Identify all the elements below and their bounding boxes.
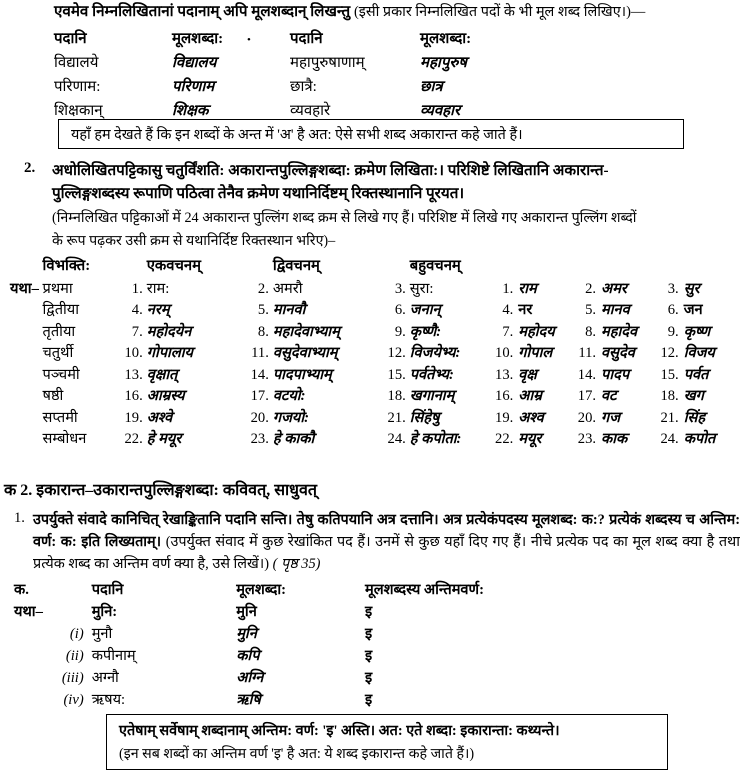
top-header-padani-2: पदानि [290, 31, 323, 47]
declension-vibhakti: पञ्चमी [42, 366, 80, 383]
declension-bahu-value[interactable]: कृष्णै: [409, 323, 442, 340]
declension-eka-value[interactable]: महोदयेन [146, 323, 192, 340]
table-row [14, 645, 484, 667]
declension-dvi-num: 2. [257, 280, 269, 297]
declension-eka-num: 10. [124, 345, 143, 361]
declension-bahu-value[interactable]: सिंहेषु [409, 409, 440, 426]
declension-vibhakti: सप्तमी [42, 409, 78, 426]
lower-header-antimvarna: मूलशब्दस्य अन्तिमवर्ण: [365, 582, 484, 598]
root-header-num-3 [659, 256, 684, 279]
root-header-num-1 [493, 256, 518, 279]
declension-eka-value[interactable]: अश्वे [146, 409, 173, 426]
declension-header-vibhakti: विभक्ति: [42, 258, 91, 274]
lower-header-spacer [44, 579, 92, 601]
declension-eka-num: 22. [124, 431, 143, 447]
declension-bahu-num: 3. [394, 280, 406, 297]
lower-root: मुनि [236, 604, 257, 620]
question-1-sanskrit-part1: उपर्युक्ते संवादे कानिचित् रेखाङ्कितानि पदानि सन्ति। तेषु कतिपयानि अत्र दत्तानि। अत्र प्रत्येकंपदस्य मूलशब्द: क:? [33, 512, 605, 528]
lower-root[interactable]: मुनि [236, 626, 257, 642]
lower-row-marker: (iii) [61, 670, 84, 686]
root-num: 18. [660, 388, 679, 404]
declension-dvi-num: 14. [250, 366, 269, 383]
declension-bahu-num: 9. [394, 323, 406, 340]
root-word: पर्वत [683, 366, 709, 383]
declension-header-num-bahu [385, 256, 410, 279]
table-row [14, 601, 484, 623]
table-row [10, 408, 740, 430]
declension-bahu-num: 15. [387, 366, 406, 383]
table-row [14, 667, 484, 689]
root-word: नर [518, 302, 533, 318]
lower-varna: इ [365, 604, 373, 620]
lower-pada: मुनौ [91, 626, 113, 642]
lower-row-marker: (iv) [63, 692, 84, 708]
root-header-num-2 [576, 256, 601, 279]
root-num: 21. [660, 409, 679, 426]
declension-eka-num: 19. [124, 409, 143, 426]
root-word: आम्र [518, 388, 542, 404]
lower-yatha-spacer [14, 689, 44, 711]
root-header-word-2 [601, 256, 658, 279]
declension-vibhakti: प्रथमा [42, 280, 73, 297]
declension-dvi-num: 20. [250, 409, 269, 426]
declension-dvi-value[interactable]: महादेवाभ्याम् [272, 323, 340, 340]
root-header-word-1 [518, 256, 576, 279]
root-num: 8. [585, 323, 597, 340]
yatha-spacer [10, 408, 43, 430]
lower-header-ka: क. [14, 582, 29, 598]
declension-dvi-value[interactable]: हे काकौ [272, 431, 315, 447]
declension-table [10, 256, 740, 451]
top-header-padani-1: पदानि [54, 31, 87, 47]
lower-row-marker [44, 601, 92, 623]
declension-dvi-value[interactable]: गजयो: [272, 409, 310, 426]
root-num: 11. [578, 345, 597, 361]
root-num: 20. [577, 409, 597, 426]
top-cell-root: महापुरुष [420, 55, 467, 71]
root-word: सिंह [683, 409, 706, 426]
table-row [54, 52, 524, 76]
top-word-table [54, 28, 524, 124]
table-row [10, 279, 740, 301]
declension-vibhakti: द्वितीया [42, 302, 80, 318]
top-cell-pada: व्यवहारे [290, 103, 331, 119]
declension-vibhakti: चतुर्थी [42, 345, 74, 361]
lower-table-header-row [14, 579, 484, 601]
question-2-hindi-line2: के रूप पढ़कर उसी क्रम से यथानिर्दिष्ट रिक्तस्थान भरिए)– [52, 233, 336, 249]
table-row [54, 76, 524, 100]
lower-row-marker: (i) [69, 626, 84, 642]
root-word: काक [601, 431, 628, 447]
declension-eka-value[interactable]: गोपालाय [146, 345, 193, 361]
yatha-spacer [10, 322, 43, 344]
root-num: 3. [667, 280, 679, 297]
top-cell-root: व्यवहार [420, 103, 461, 119]
declension-eka-value[interactable]: राम: [146, 280, 170, 297]
root-num: 16. [495, 388, 514, 404]
question-2-sanskrit [52, 159, 740, 205]
bullet-dot-marker: • [247, 34, 251, 46]
declension-bahu-value[interactable]: सुरा: [409, 280, 434, 297]
root-word: महोदय [518, 323, 555, 340]
yatha-spacer [10, 386, 43, 408]
declension-bahu-num: 24. [387, 431, 406, 447]
root-num: 7. [502, 323, 514, 340]
top-header-mulshabda-2: मूलशब्दा: [420, 31, 472, 47]
root-num: 22. [495, 431, 514, 447]
lower-yatha-spacer [14, 645, 44, 667]
lower-varna[interactable]: इ [365, 648, 373, 664]
lower-pada: कपीनाम् [91, 648, 136, 664]
declension-bahu-num: 21. [387, 409, 406, 426]
question-1-sanskrit-part2: प्रत्येकं शब्दस्य च अन्तिम: वर्ण: क: इति लिख्यताम्। [33, 512, 740, 550]
root-num: 2. [585, 280, 597, 297]
lower-row-marker: (ii) [65, 648, 84, 664]
top-cell-pada: महापुरुषाणाम् [290, 55, 365, 71]
declension-eka-value[interactable]: हे मयूर [146, 431, 182, 447]
lower-root[interactable]: अग्नि [236, 670, 264, 686]
lower-pada: मुनि: [91, 604, 118, 620]
root-num: 1. [502, 280, 514, 297]
root-word: कृष्ण [683, 323, 711, 340]
root-num: 23. [577, 431, 597, 447]
note-box-ikarant [106, 714, 668, 770]
declension-eka-num: 13. [124, 366, 143, 383]
declension-vibhakti: सम्बोधन [42, 431, 87, 447]
question-2-number: 2. [24, 160, 36, 176]
lower-root[interactable]: कपि [236, 648, 260, 664]
lower-header-mulshabda: मूलशब्दा: [236, 582, 286, 598]
yatha-spacer [10, 343, 43, 365]
table-row [10, 365, 740, 387]
top-cell-pada: विद्यालये [54, 55, 99, 71]
root-word: पादप [601, 366, 630, 383]
declension-eka-value[interactable]: आम्रस्य [146, 388, 185, 404]
declension-header-num-dvi [247, 256, 273, 279]
top-cell-root: विद्यालय [172, 55, 217, 71]
root-word: विजय [683, 345, 715, 361]
declension-dvi-num: 5. [257, 302, 269, 318]
root-num: 4. [502, 302, 514, 318]
table-row [10, 343, 740, 365]
root-word: राम [518, 280, 537, 297]
lower-varna[interactable]: इ [365, 692, 373, 708]
note-box-ikarant-sanskrit: एतेषाम् सर्वेषाम् शब्दानाम् अन्तिम: वर्ण: 'इ' अस्ति। अत: एते शब्दा: इकारान्ता: कथ्यन्ते। [119, 723, 560, 739]
root-word: कपोत [683, 431, 716, 447]
root-num: 17. [577, 388, 597, 404]
question-1-body [33, 509, 740, 575]
declension-vibhakti: तृतीया [42, 323, 76, 340]
yatha-spacer [10, 300, 43, 322]
page-reference: ( पृष्ठ 35) [272, 556, 321, 572]
declension-corner-cell [10, 256, 43, 279]
root-num: 19. [495, 409, 514, 426]
root-word: मयूर [518, 431, 542, 447]
root-word: वट [601, 388, 617, 404]
question-1-number: 1. [14, 510, 25, 526]
declension-eka-value[interactable]: नरम् [146, 302, 170, 318]
declension-eka-num: 1. [131, 280, 143, 297]
intro-sanskrit-text: एवमेव निम्नलिखितानां पदानाम् अपि मूलशब्दान् लिखन्तु [54, 3, 351, 20]
declension-header-bahuvachanam: बहुवचनम् [409, 258, 461, 274]
yatha-spacer [10, 429, 43, 451]
declension-header-row [10, 256, 740, 279]
lower-yatha-spacer [14, 623, 44, 645]
question-2-sanskrit-line1: अधोलिखितपट्टिकासु चतुर्विंशति: अकारान्तपुल्लिङ्गशब्दा: क्रमेण लिखिता:। परिशिष्टे लिखितानि अकारान्त- [52, 162, 609, 179]
declension-dvi-value[interactable]: मानवौ [272, 302, 306, 318]
declension-eka-num: 4. [131, 302, 143, 318]
root-word: वसुदेव [601, 345, 635, 361]
declension-eka-num: 16. [124, 388, 143, 404]
root-word: अश्व [518, 409, 544, 426]
top-cell-pada: छात्रै: [290, 79, 317, 95]
declension-dvi-num: 8. [257, 323, 269, 340]
root-num: 15. [660, 366, 679, 383]
table-row [10, 300, 740, 322]
root-num: 9. [667, 323, 679, 340]
lower-yatha-label: यथा– [14, 604, 43, 620]
note-box-akarant [58, 119, 684, 149]
declension-dvi-num: 11. [251, 345, 269, 361]
declension-bahu-num: 18. [387, 388, 406, 404]
intro-instruction-line [54, 2, 740, 22]
declension-dvi-value[interactable]: वसुदेवाभ्याम् [272, 345, 338, 361]
lower-pada: ऋषय: [91, 692, 126, 708]
question-2-hindi [52, 207, 740, 253]
root-word: खग [683, 388, 704, 404]
lower-pada: अग्नौ [91, 670, 119, 686]
root-word: सुर [683, 280, 700, 297]
root-num: 5. [585, 302, 597, 318]
declension-dvi-num: 23. [250, 431, 269, 447]
top-cell-pada: शिक्षकान् [54, 103, 103, 119]
root-word: अमर [601, 280, 627, 297]
declension-bahu-value[interactable]: जनान् [409, 302, 441, 318]
section-ka2-heading: क 2. इकारान्त–उकारान्तपुल्लिङ्गशब्दा: कविवत्, साधुवत् [4, 482, 318, 499]
root-word: जन [683, 302, 703, 318]
root-word: गोपाल [518, 345, 553, 361]
declension-dvi-value[interactable]: पादपाभ्याम् [272, 366, 332, 383]
lower-word-table [14, 579, 484, 711]
root-num: 12. [660, 345, 679, 361]
root-num: 14. [577, 366, 597, 383]
table-row [10, 386, 740, 408]
declension-header-ekavachanam: एकवचनम् [146, 258, 201, 274]
declension-bahu-num: 12. [387, 345, 406, 361]
declension-header-dvivachanam: द्विवचनम् [272, 258, 320, 274]
declension-vibhakti: षष्ठी [42, 388, 64, 404]
yatha-spacer [10, 365, 43, 387]
lower-varna[interactable]: इ [365, 670, 373, 686]
intro-hindi-text: (इसी प्रकार निम्नलिखित पदों के भी मूल शब्द लिखिए।)— [354, 4, 646, 20]
table-row [14, 689, 484, 711]
declension-dvi-value[interactable]: अमरौ [272, 280, 303, 297]
yatha-label: यथा– [10, 280, 39, 297]
root-num: 13. [495, 366, 514, 383]
root-num: 10. [495, 345, 514, 361]
declension-dvi-num: 17. [250, 388, 269, 404]
top-table-header-row [54, 28, 524, 52]
declension-bahu-value[interactable]: खगानाम् [409, 388, 455, 404]
declension-bahu-value[interactable]: पर्वतेभ्य: [409, 366, 454, 383]
lower-header-padani: पदानि [91, 582, 124, 598]
top-header-mulshabda-1: मूलशब्दा: [172, 31, 224, 47]
top-cell-root: परिणाम [172, 79, 215, 95]
root-word: मानव [601, 302, 630, 318]
lower-yatha-spacer [14, 667, 44, 689]
declension-dvi-value[interactable]: वटयो: [272, 388, 306, 404]
question-2-sanskrit-line2: पुल्लिङ्गशब्दस्य रूपाणि पठित्वा तेनैव क्रमेण यथानिर्दिष्टम् रिक्तस्थानानि पूरयत। [52, 185, 465, 202]
declension-bahu-value[interactable]: हे कपोता: [409, 431, 462, 447]
root-num: 24. [660, 431, 679, 447]
note-box-akarant-text: यहाँ हम देखते हैं कि इन शब्दों के अन्त में 'अ' है अत: ऐसे सभी शब्द अकारान्त कहे जाते हैं। [71, 126, 523, 143]
root-word: गज [601, 409, 621, 426]
note-box-ikarant-hindi: (इन सब शब्दों का अन्तिम वर्ण 'इ' है अत: ये शब्द इकारान्त कहे जाते हैं।) [119, 746, 475, 762]
table-row [14, 623, 484, 645]
lower-root[interactable]: ऋषि [236, 692, 261, 708]
declension-eka-num: 7. [131, 323, 143, 340]
lower-varna[interactable]: इ [365, 626, 373, 642]
root-header-word-3 [684, 256, 740, 279]
declension-eka-value[interactable]: वृक्षात् [146, 366, 178, 383]
top-cell-pada: परिणाम: [54, 79, 101, 95]
root-num: 6. [667, 302, 679, 318]
declension-bahu-value[interactable]: विजयेभ्य: [409, 345, 461, 361]
declension-bahu-num: 6. [394, 302, 406, 318]
top-cell-root: छात्र [420, 79, 443, 95]
question-2-hindi-line1: (निम्नलिखित पट्टिकाओं में 24 अकारान्त पुल्लिंग शब्द क्रम से लिखे गए हैं। परिशिष्ट में लिखे गए अकारान्त पुल्लिंग शब्दों [52, 210, 637, 226]
table-row [10, 429, 740, 451]
question-1-hindi-part: (उपर्युक्त संवाद में कुछ रेखांकित पद हैं। उनमें से कुछ यहाँ दिए गए हैं। नीचे प्रत्येक पद का मूल शब्द क्या है तथा प्रत्येक शब्द का अन्तिम वर्ण क्या है, उसे लिखें।) [33, 534, 740, 572]
top-cell-root: शिक्षक [172, 103, 209, 119]
table-row [10, 322, 740, 344]
declension-header-num-eka [122, 256, 147, 279]
root-word: महादेव [601, 323, 638, 340]
root-word: वृक्ष [518, 366, 537, 383]
declension-grid [10, 256, 740, 451]
